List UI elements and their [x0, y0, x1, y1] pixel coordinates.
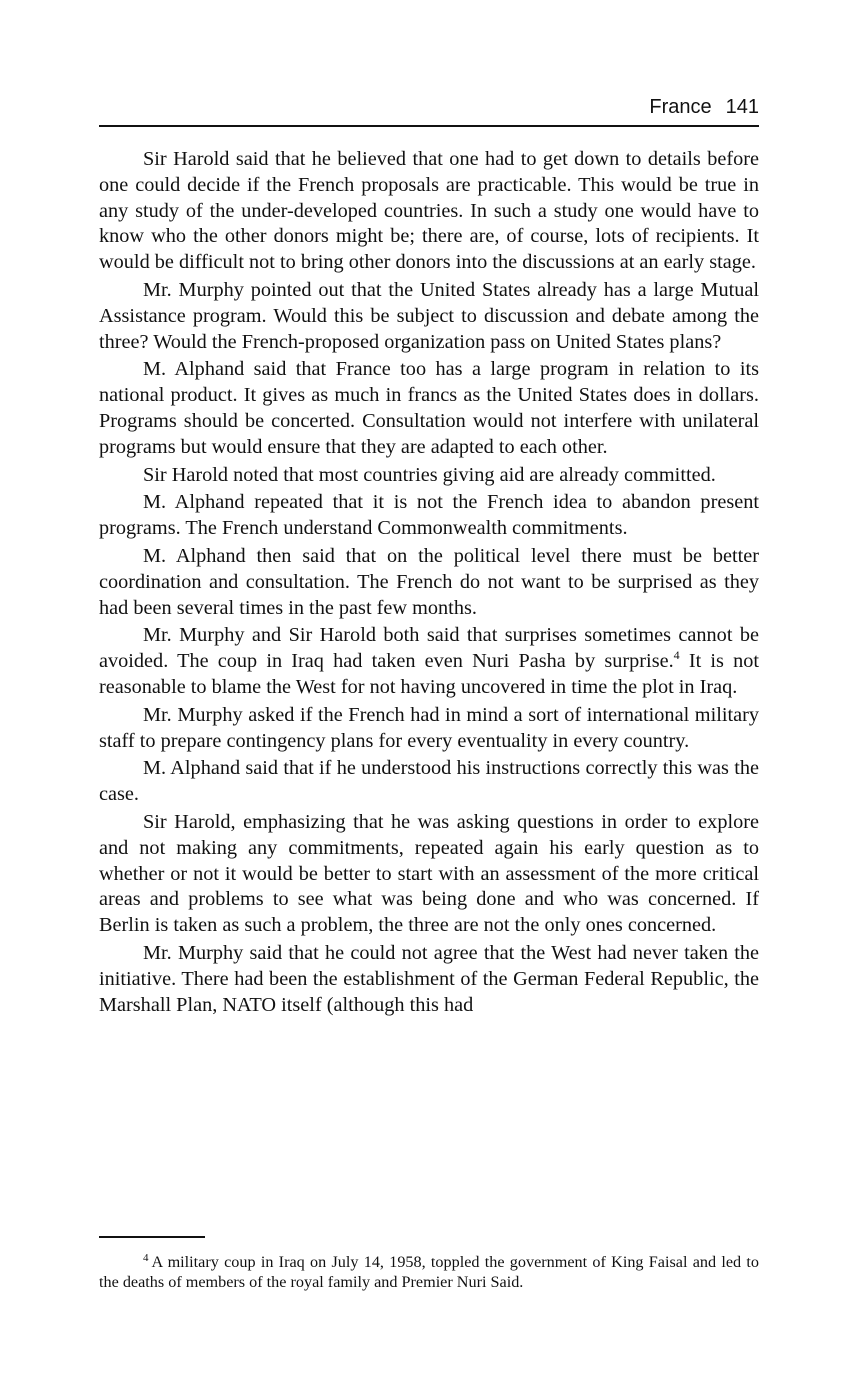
footnote-text: A military coup in Iraq on July 14, 1958, toppled the government of King Faisal and led to the deaths of members of the royal family and Premier Nuri Said.	[99, 1253, 759, 1291]
paragraph: Mr. Murphy said that he could not agree that the West had never taken the initiative. There had been the establishment of the German Federal Republic, the Marshall Plan, NATO itself (although this had	[99, 941, 759, 1016]
paragraph: Mr. Murphy pointed out that the United States already has a large Mutual Assistance program. Would this be subject to discussion and debate among the three? Would the French-proposed organization pass on United States plans?	[99, 278, 759, 353]
paragraph: M. Alphand said that if he understood his instructions correctly this was the case.	[99, 757, 759, 806]
paragraph: Sir Harold noted that most countries giving aid are already committed.	[143, 463, 716, 486]
paragraph: M. Alphand then said that on the political level there must be better coordination and consultation. The French do not want to be surprised as they had been several times in the past few months.	[99, 544, 759, 619]
paragraph: M. Alphand repeated that it is not the French idea to abandon present programs. The French understand Commonwealth commitments.	[99, 491, 759, 540]
paragraph: Sir Harold, emphasizing that he was asking questions in order to explore and not making any commitments, repeated again his early question as to whether or not it would be better to start with an assessment of the more critical areas and problems to see what was being done and who was concerned. If Berlin is taken as such a problem, the three are not the only ones concerned.	[99, 810, 759, 937]
running-header	[99, 96, 759, 127]
paragraph: M. Alphand said that France too has a large program in relation to its national product. It gives as much in francs as the United States does in dollars. Programs should be concerted. Consultation would not interfere with unilateral programs but would ensure that they are adapted to each other.	[99, 358, 759, 458]
page-number: 141	[725, 96, 759, 118]
body-text	[99, 147, 759, 1018]
footnote-reference[interactable]: 4	[673, 648, 680, 663]
paragraph-text: Mr. Murphy and Sir Harold both said that surprises sometimes cannot be avoided. The coup in Iraq had taken even Nuri Pasha by surprise.	[99, 624, 759, 673]
footnote-divider	[99, 1236, 205, 1238]
footnote	[99, 1252, 759, 1292]
paragraph: Mr. Murphy asked if the French had in mind a sort of international military staff to prepare contingency plans for every eventuality in every country.	[99, 703, 759, 752]
paragraph: Sir Harold said that he believed that one had to get down to details before one could decide if the French proposals are practicable. This would be true in any study of the under-developed countries. In such a study one would have to know who the other donors might be; there are, of course, lots of recipients. It would be difficult not to bring other donors into the discussions at an early stage.	[99, 148, 759, 274]
paragraph-text: It is not reasonable to blame the West for not having uncovered in time the plot in Iraq.	[99, 650, 759, 698]
header-title: France	[649, 96, 712, 118]
footnote-number: 4	[143, 1251, 149, 1264]
paragraph-with-footnote	[99, 623, 759, 700]
page	[99, 96, 759, 1020]
